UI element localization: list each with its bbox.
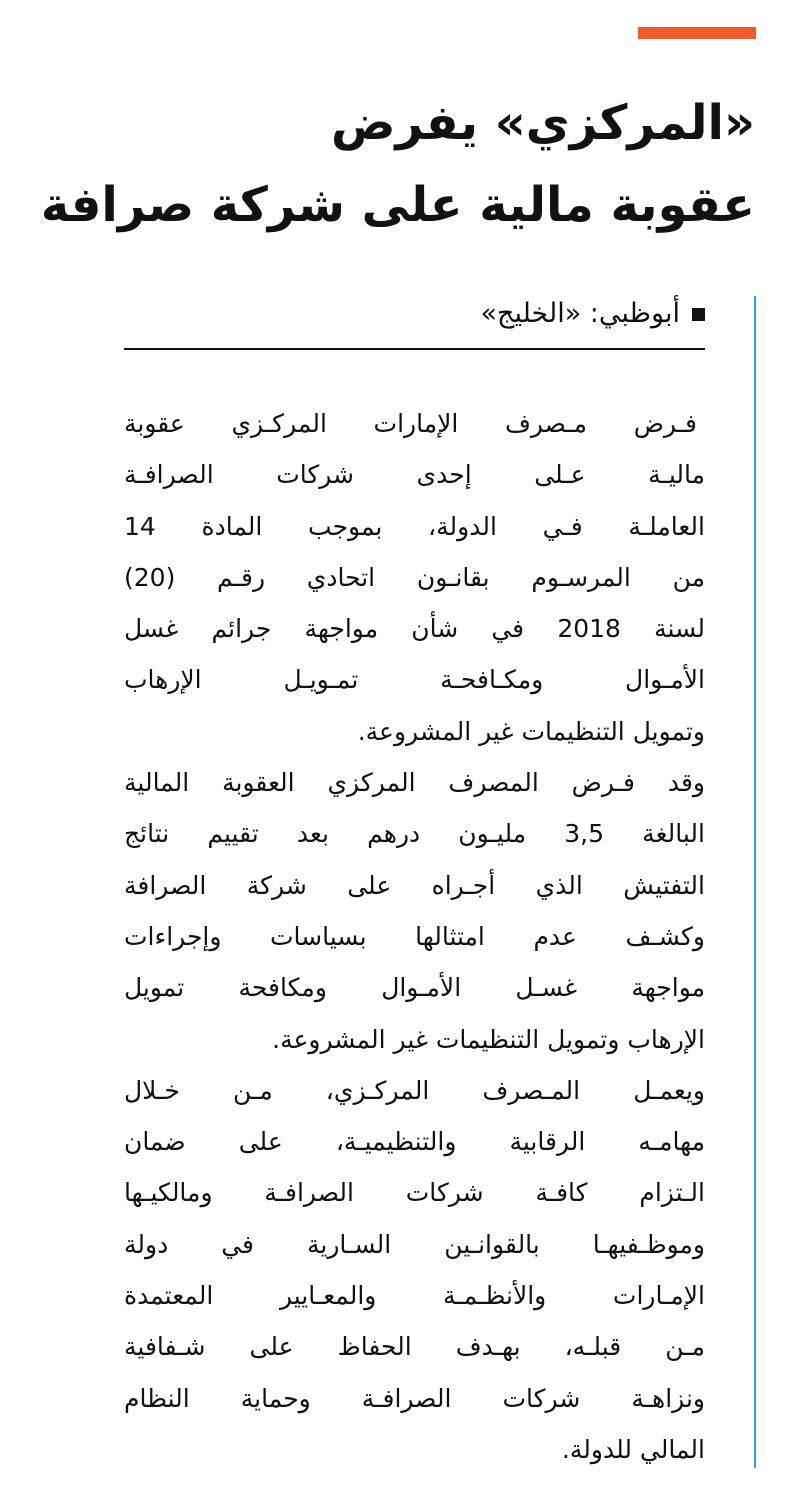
article-line: وموظـفيهـا بالقوانـين السـارية في دولة — [124, 1229, 705, 1259]
headline-line-1: «المركزي» يفرض — [330, 95, 755, 151]
article-line: وكشـف عدم امتثالها بسياسات وإجراءات — [124, 921, 705, 951]
byline-text: أبوظبي: «الخليج» — [480, 298, 680, 329]
article-line: مـن قبلـه، بهـدف الحفاظ على شـفافية — [124, 1332, 705, 1362]
article-line: الـتزام كافـة شركات الصرافـة ومالكيـها — [124, 1178, 705, 1208]
side-rule — [754, 296, 756, 1468]
byline-divider — [124, 348, 705, 350]
article-line: المالي للدولة. — [561, 1434, 705, 1464]
article-line: الأمـوال ومكـافحـة تمـويـل الإرهاب — [124, 665, 705, 695]
article-line: مهامـه الرقابية والتنظيميـة، على ضمان — [124, 1127, 705, 1157]
article-line: فـرض مـصرف الإمارات المركـزي عقوبة — [124, 409, 697, 438]
square-bullet-icon — [692, 308, 705, 321]
article-line: الإمـارات والأنظـمـة والمعـايير المعتمدة — [124, 1281, 705, 1311]
article-line: البالغة 3,5 مليـون درهم بعد تقييم نتائج — [124, 819, 705, 849]
article-line: ماليـة عـلى إحدى شركات الصرافـة — [124, 460, 705, 490]
article-line: الإرهاب وتمويل التنظيمات غير المشروعة. — [272, 1024, 705, 1054]
article-line: مواجهة غسـل الأمـوال ومكافحة تمويل — [124, 973, 705, 1003]
article-line: التفتيش الذي أجـراه على شركة الصرافة — [124, 870, 705, 900]
article-line: من المرسـوم بقانـون اتحادي رقـم (20) — [124, 562, 705, 592]
article-line: العاملـة فـي الدولة، بموجب المادة 14 — [124, 511, 705, 541]
article-line: وتمويل التنظيمات غير المشروعة. — [357, 716, 705, 746]
article-line: ونزاهـة شركات الصرافـة وحماية النظام — [124, 1383, 705, 1413]
byline — [125, 292, 705, 336]
headline — [40, 82, 755, 246]
article-body — [124, 398, 705, 1475]
article-line: ويعمـل المـصرف المركـزي، مـن خـلال — [124, 1075, 705, 1105]
headline-line-2: عقوبة مالية على شركة صرافة — [40, 177, 755, 233]
article-line: وقد فـرض المصرف المركزي العقوبة المالية — [124, 768, 705, 798]
article-line: لسنة 2018 في شأن مواجهة جرائم غسل — [124, 614, 705, 644]
accent-bar — [638, 27, 756, 39]
